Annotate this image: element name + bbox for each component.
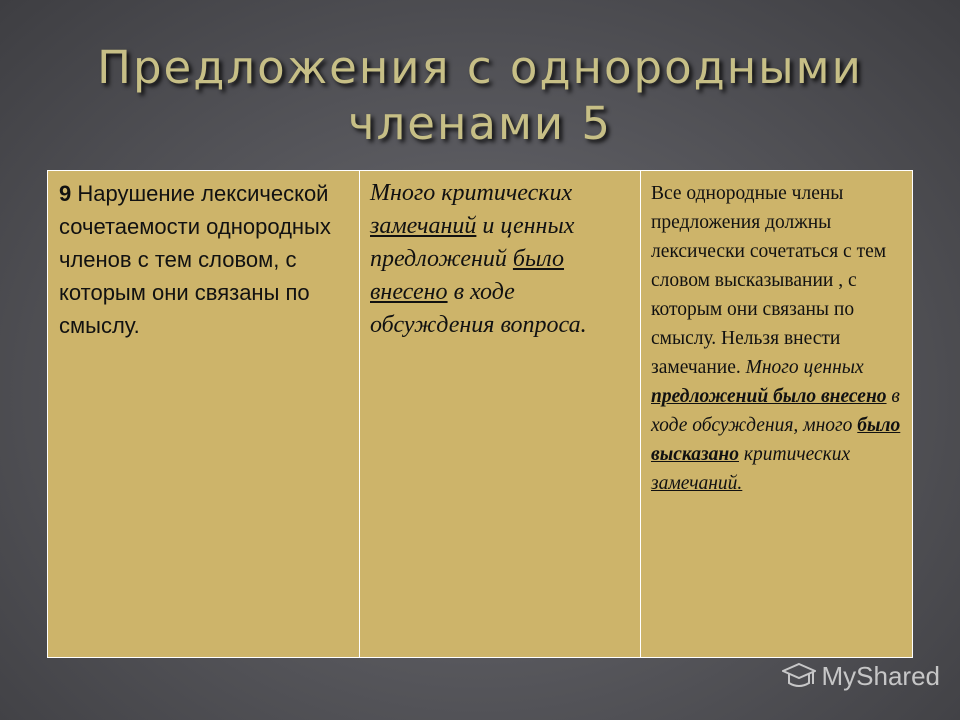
slide-title	[0, 40, 960, 152]
correction-cell	[641, 171, 913, 658]
watermark	[782, 661, 941, 692]
corrected-text: в ходе обсуждения, много	[651, 386, 900, 436]
example-text: Много критических	[370, 180, 573, 206]
watermark-text: MyShared	[821, 661, 940, 691]
corrected-underlined-word: было высказано	[651, 415, 901, 465]
example-text: в ходе обсуждения вопроса.	[370, 279, 587, 338]
slide-title-line1: Предложения с однородными	[97, 41, 863, 94]
correction-explanation: Все однородные члены предложения должны лексически сочетаться с тем словом высказывании , с которым они связаны по смыслу. Нельзя внести замечание.	[651, 183, 887, 378]
corrected-underlined-word: замечаний.	[651, 473, 743, 494]
corrected-text: Много ценных	[745, 357, 864, 378]
rule-number: 9	[59, 181, 72, 206]
table-row	[48, 171, 913, 658]
example-underlined-word: замечаний	[370, 213, 477, 239]
slide-title-line2: членами 5	[347, 97, 613, 150]
example-underlined-word: было внесено	[370, 246, 565, 305]
mortarboard-icon	[782, 662, 816, 692]
rule-description-cell	[48, 171, 360, 658]
example-text: и ценных предложений	[370, 213, 575, 272]
corrected-text: критических	[738, 444, 851, 465]
corrected-underlined-word: предложений было внесено	[651, 386, 887, 407]
error-example-cell	[360, 171, 641, 658]
rules-table	[47, 170, 913, 658]
rule-description: Нарушение лексической сочетаемости однородных членов с тем словом, с которым они связаны по смыслу.	[59, 181, 331, 338]
